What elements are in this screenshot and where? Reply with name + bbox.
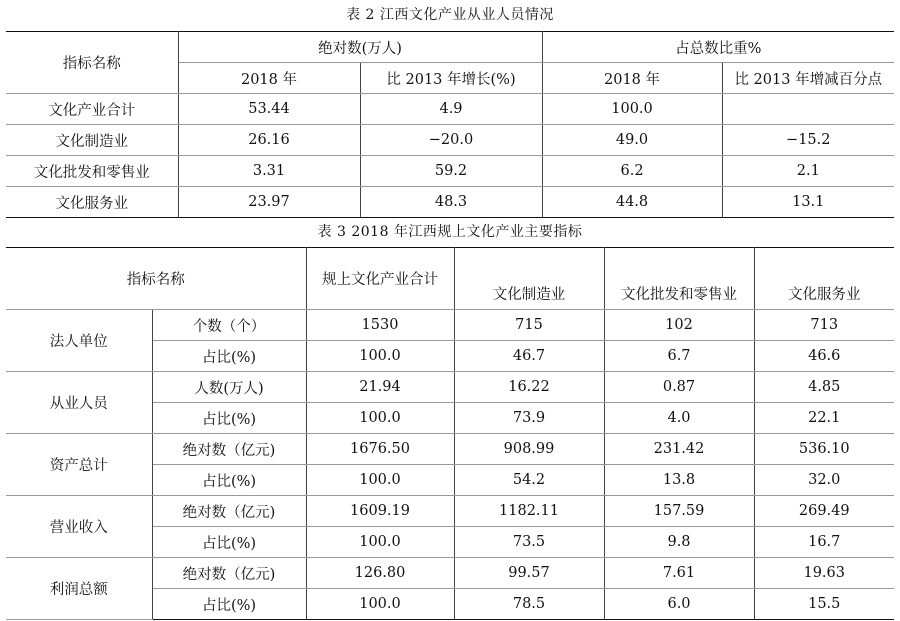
table-cell: 23.97	[178, 187, 360, 218]
header-blank	[454, 248, 604, 279]
table-cell: 46.6	[754, 341, 894, 372]
table-cell: 44.8	[542, 187, 722, 218]
table-row	[6, 187, 894, 218]
row-label: 文化批发和零售业	[6, 156, 178, 187]
table-cell: 16.7	[754, 527, 894, 558]
table-cell: 1182.11	[454, 496, 604, 527]
table-cell: 26.16	[178, 125, 360, 156]
table-cell: 100.0	[542, 94, 722, 125]
header-col: 文化制造业	[454, 279, 604, 310]
table-3-caption: 表 3 2018 年江西规上文化产业主要指标	[317, 224, 583, 240]
table-cell: 269.49	[754, 496, 894, 527]
header-row	[6, 32, 894, 63]
indicators-table	[6, 247, 894, 620]
table-cell: 100.0	[306, 527, 454, 558]
row-label: 绝对数（亿元)	[152, 558, 306, 589]
row-label: 文化服务业	[6, 187, 178, 218]
header-row	[6, 248, 894, 279]
table-row	[6, 125, 894, 156]
table-cell: 73.9	[454, 403, 604, 434]
group-label: 资产总计	[6, 434, 152, 496]
table-cell: 19.63	[754, 558, 894, 589]
table-cell: 1676.50	[306, 434, 454, 465]
header-indicator-name: 指标名称	[6, 248, 306, 310]
table-cell: 157.59	[604, 496, 754, 527]
table-cell: 100.0	[306, 465, 454, 496]
group-label: 营业收入	[6, 496, 152, 558]
row-label: 占比(%)	[152, 403, 306, 434]
subheader-cell: 2018 年	[178, 63, 360, 94]
header-col: 文化批发和零售业	[604, 279, 754, 310]
table-cell: 13.8	[604, 465, 754, 496]
table-cell: 3.31	[178, 156, 360, 187]
header-blank	[604, 248, 754, 279]
table-cell: 32.0	[754, 465, 894, 496]
table-cell: 13.1	[722, 187, 894, 218]
header-blank	[754, 248, 894, 279]
table-cell: 100.0	[306, 589, 454, 620]
table-cell	[722, 94, 894, 125]
table-row	[6, 558, 894, 589]
table-cell: 54.2	[454, 465, 604, 496]
table-row	[6, 310, 894, 341]
table-cell: 100.0	[306, 341, 454, 372]
table-cell: 4.9	[360, 94, 542, 125]
table-cell: 48.3	[360, 187, 542, 218]
table-cell: 49.0	[542, 125, 722, 156]
table-row	[6, 434, 894, 465]
header-total: 规上文化产业合计	[306, 248, 454, 310]
row-label: 绝对数（亿元)	[152, 496, 306, 527]
group-label: 利润总额	[6, 558, 152, 620]
table-row	[6, 156, 894, 187]
subheader-cell: 2018 年	[542, 63, 722, 94]
row-label: 人数(万人)	[152, 372, 306, 403]
table-cell: 99.57	[454, 558, 604, 589]
table-cell: 536.10	[754, 434, 894, 465]
table-cell: 2.1	[722, 156, 894, 187]
table-cell: 102	[604, 310, 754, 341]
table-cell: 78.5	[454, 589, 604, 620]
table-cell: 46.7	[454, 341, 604, 372]
table-cell: −20.0	[360, 125, 542, 156]
subheader-cell: 比 2013 年增减百分点	[722, 63, 894, 94]
table-row	[6, 94, 894, 125]
row-label: 绝对数（亿元)	[152, 434, 306, 465]
employment-table	[6, 31, 894, 218]
header-indicator-name: 指标名称	[6, 32, 178, 94]
table-cell: 73.5	[454, 527, 604, 558]
table-cell: 908.99	[454, 434, 604, 465]
subheader-cell: 比 2013 年增长(%)	[360, 63, 542, 94]
row-label: 文化产业合计	[6, 94, 178, 125]
row-label: 个数（个）	[152, 310, 306, 341]
table-cell: 21.94	[306, 372, 454, 403]
table-cell: 16.22	[454, 372, 604, 403]
table-cell: 100.0	[306, 403, 454, 434]
table-cell: 6.7	[604, 341, 754, 372]
table-cell: 4.0	[604, 403, 754, 434]
header-col: 文化服务业	[754, 279, 894, 310]
header-absolute-group: 绝对数(万人)	[178, 32, 542, 63]
table-2-caption: 表 2 江西文化产业从业人员情况	[346, 7, 554, 23]
table-row	[6, 372, 894, 403]
table-cell: 6.0	[604, 589, 754, 620]
row-label: 文化制造业	[6, 125, 178, 156]
table-cell: 1530	[306, 310, 454, 341]
group-label: 法人单位	[6, 310, 152, 372]
table-cell: 7.61	[604, 558, 754, 589]
table-cell: −15.2	[722, 125, 894, 156]
table-cell: 53.44	[178, 94, 360, 125]
table-cell: 715	[454, 310, 604, 341]
row-label: 占比(%)	[152, 527, 306, 558]
table-cell: 4.85	[754, 372, 894, 403]
row-label: 占比(%)	[152, 465, 306, 496]
row-label: 占比(%)	[152, 589, 306, 620]
table-cell: 22.1	[754, 403, 894, 434]
table-cell: 9.8	[604, 527, 754, 558]
table-cell: 713	[754, 310, 894, 341]
table-cell: 59.2	[360, 156, 542, 187]
group-label: 从业人员	[6, 372, 152, 434]
table-cell: 15.5	[754, 589, 894, 620]
table-row	[6, 496, 894, 527]
row-label: 占比(%)	[152, 341, 306, 372]
table-cell: 1609.19	[306, 496, 454, 527]
header-share-group: 占总数比重%	[542, 32, 894, 63]
table-cell: 0.87	[604, 372, 754, 403]
table-cell: 126.80	[306, 558, 454, 589]
table-cell: 231.42	[604, 434, 754, 465]
table-cell: 6.2	[542, 156, 722, 187]
